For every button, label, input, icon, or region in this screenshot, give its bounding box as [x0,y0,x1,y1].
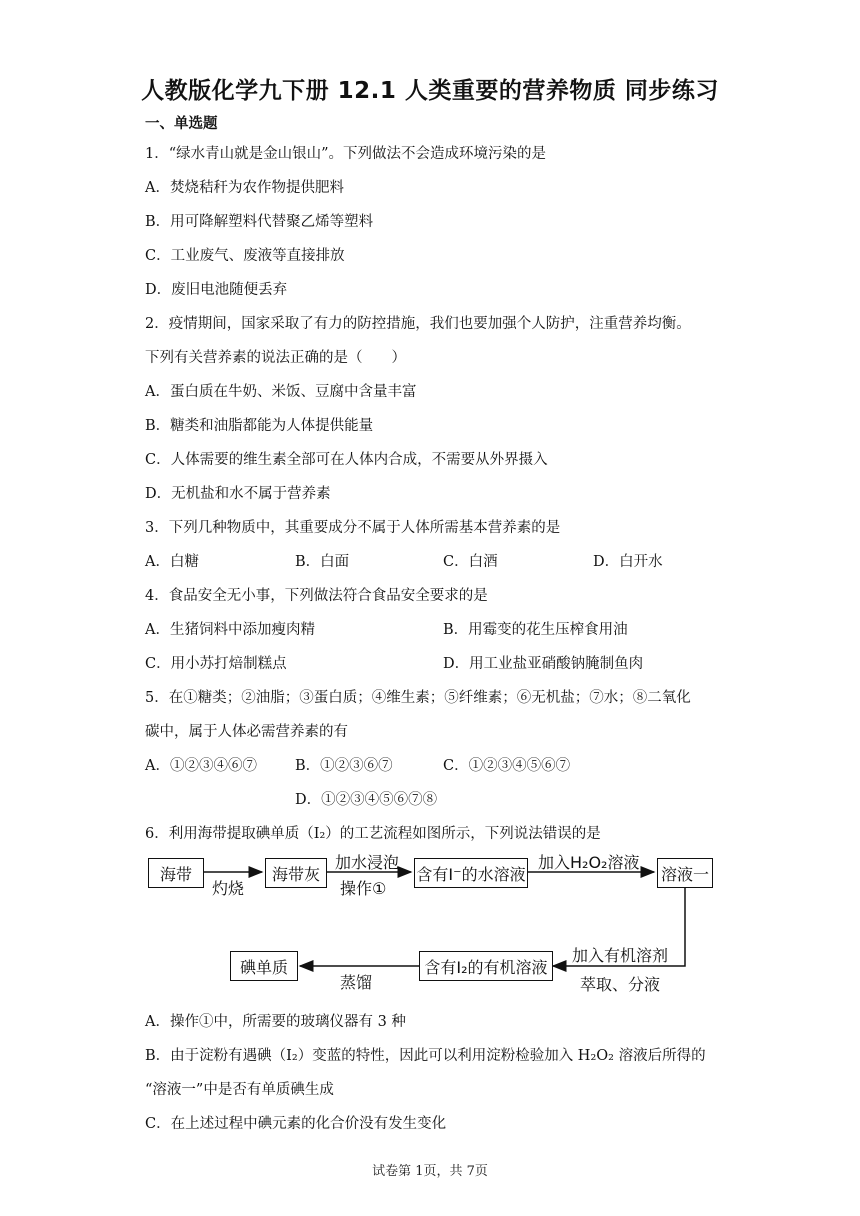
flow-label-soak: 加水浸泡 [335,853,400,872]
question-6-stem: 6．利用海带提取碘单质（I₂）的工艺流程如图所示，下列说法错误的是 [145,826,601,842]
flow-box-organic-iodine-solution: 含有I₂的有机溶液 [419,951,553,981]
question-5-option-c: C．①②③④⑤⑥⑦ [443,758,571,774]
question-4-stem: 4．食品安全无小事，下列做法符合食品安全要求的是 [145,588,488,604]
question-6-option-c: C．在上述过程中碘元素的化合价没有发生变化 [145,1116,447,1132]
question-3-option-d: D．白开水 [593,554,663,570]
flow-label-distillation: 蒸馏 [340,973,373,992]
question-5-stem-line2: 碳中，属于人体必需营养素的有 [145,724,348,740]
page-title: 人教版化学九下册 12.1 人类重要的营养物质 同步练习 [141,78,719,104]
section-heading: 一、单选题 [145,116,218,132]
question-3-stem: 3．下列几种物质中，其重要成分不属于人体所需基本营养素的是 [145,520,561,536]
question-3-option-b: B．白面 [295,554,350,570]
flow-box-solution-one: 溶液一 [657,858,713,888]
question-3-option-a: A．白糖 [145,554,199,570]
question-1-stem: 1．“绿水青山就是金山银山”。下列做法不会造成环境污染的是 [145,146,547,162]
flow-label-operation-1: 操作① [340,879,387,898]
question-4-option-d: D．用工业盐亚硝酸钠腌制鱼肉 [443,656,644,672]
question-5-stem-line1: 5．在①糖类；②油脂；③蛋白质；④维生素；⑤纤维素；⑥无机盐；⑦水；⑧二氧化 [145,690,691,706]
question-6-option-a: A．操作①中，所需要的玻璃仪器有 3 种 [145,1014,406,1030]
flow-label-extraction: 萃取、分液 [580,975,661,994]
flow-box-kelp: 海带 [148,858,204,888]
question-1-option-c: C．工业废气、废液等直接排放 [145,248,345,264]
question-3-option-c: C．白酒 [443,554,498,570]
flow-box-iodine: 碘单质 [230,951,298,981]
question-1-option-b: B．用可降解塑料代替聚乙烯等塑料 [145,214,374,230]
flow-label-add-h2o2: 加入H₂O₂溶液 [538,853,640,872]
question-1-option-d: D．废旧电池随便丢弃 [145,282,288,298]
flow-box-kelp-ash: 海带灰 [265,858,327,888]
question-5-option-a: A．①②③④⑥⑦ [145,758,257,774]
question-2-option-d: D．无机盐和水不属于营养素 [145,486,331,502]
page-footer: 试卷第 1页，共 7页 [372,1164,488,1179]
question-2-option-a: A．蛋白质在牛奶、米饭、豆腐中含量丰富 [145,384,417,400]
flow-box-iodide-solution: 含有I⁻的水溶液 [414,858,528,888]
question-2-stem-line2: 下列有关营养素的说法正确的是（ ） [145,350,406,366]
flow-label-add-solvent: 加入有机溶剂 [572,946,669,965]
question-4-option-a: A．生猪饲料中添加瘦肉精 [145,622,315,638]
question-4-option-c: C．用小苏打焙制糕点 [145,656,287,672]
question-4-option-b: B．用霉变的花生压榨食用油 [443,622,628,638]
question-5-option-b: B．①②③⑥⑦ [295,758,393,774]
question-6-option-b-line2: “溶液一”中是否有单质碘生成 [145,1082,334,1098]
flow-label-burning: 灼烧 [212,879,245,898]
question-2-stem-line1: 2．疫情期间，国家采取了有力的防控措施，我们也要加强个人防护，注重营养均衡。 [145,316,691,332]
question-2-option-c: C．人体需要的维生素全部可在人体内合成，不需要从外界摄入 [145,452,548,468]
question-6-option-b-line1: B．由于淀粉有遇碘（I₂）变蓝的特性，因此可以利用淀粉检验加入 H₂O₂ 溶液后所得的 [145,1048,706,1064]
question-2-option-b: B．糖类和油脂都能为人体提供能量 [145,418,374,434]
question-1-option-a: A．焚烧秸秆为农作物提供肥料 [145,180,344,196]
question-5-option-d: D．①②③④⑤⑥⑦⑧ [295,792,438,808]
